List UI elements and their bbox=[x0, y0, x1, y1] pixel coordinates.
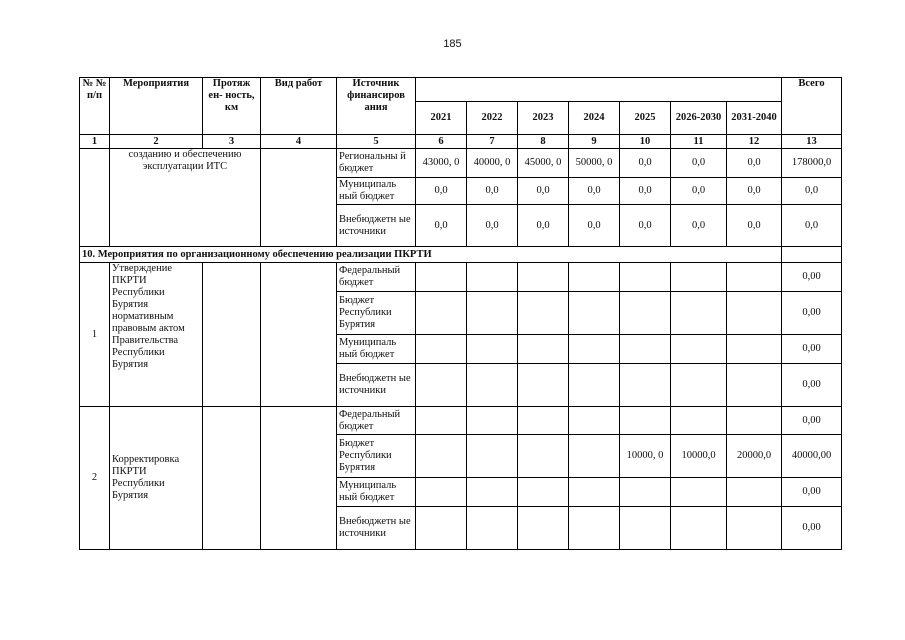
value-cell bbox=[620, 507, 671, 550]
source-cell: Муниципаль ный бюджет bbox=[337, 478, 416, 507]
cont-activity: созданию и обеспечению эксплуатации ИТС bbox=[110, 149, 261, 247]
header-year: 2022 bbox=[467, 102, 518, 135]
value-cell bbox=[467, 507, 518, 550]
col-number: 3 bbox=[203, 135, 261, 149]
value-cell: 0,0 bbox=[518, 205, 569, 247]
value-cell bbox=[518, 507, 569, 550]
value-cell bbox=[416, 507, 467, 550]
total-cell: 0,00 bbox=[782, 478, 842, 507]
row-number: 2 bbox=[80, 407, 110, 550]
value-cell bbox=[416, 478, 467, 507]
col-number: 10 bbox=[620, 135, 671, 149]
header-activity: Мероприятия bbox=[110, 78, 203, 135]
col-number: 4 bbox=[261, 135, 337, 149]
page-number: 185 bbox=[443, 38, 462, 50]
value-cell bbox=[727, 507, 782, 550]
total-cell: 0,00 bbox=[782, 263, 842, 292]
col-number: 13 bbox=[782, 135, 842, 149]
financing-table bbox=[79, 77, 842, 550]
value-cell: 0,0 bbox=[671, 149, 727, 178]
header-num: № № п/п bbox=[80, 78, 110, 135]
header-total: Всего bbox=[782, 78, 842, 102]
header-year: 2023 bbox=[518, 102, 569, 135]
total-cell: 40000,00 bbox=[782, 435, 842, 478]
value-cell: 20000,0 bbox=[727, 435, 782, 478]
col-number: 9 bbox=[569, 135, 620, 149]
value-cell: 0,0 bbox=[727, 178, 782, 205]
source-cell: Муниципаль ный бюджет bbox=[337, 178, 416, 205]
col-number: 5 bbox=[337, 135, 416, 149]
value-cell bbox=[671, 407, 727, 435]
source-cell: Региональны й бюджет bbox=[337, 149, 416, 178]
source-cell: Внебюджетн ые источники bbox=[337, 364, 416, 407]
value-cell bbox=[518, 435, 569, 478]
total-cell: 0,0 bbox=[782, 178, 842, 205]
value-cell: 0,0 bbox=[416, 178, 467, 205]
total-cell: 0,00 bbox=[782, 364, 842, 407]
value-cell: 0,0 bbox=[569, 205, 620, 247]
value-cell bbox=[467, 478, 518, 507]
item-activity: Корректировка ПКРТИ Республики Бурятия bbox=[110, 407, 203, 550]
col-number: 12 bbox=[727, 135, 782, 149]
header-year: 2024 bbox=[569, 102, 620, 135]
value-cell: 0,0 bbox=[620, 149, 671, 178]
col-number: 2 bbox=[110, 135, 203, 149]
item-activity: Утверждение ПКРТИ Республики Бурятия нормативным правовым актом Правительства Республики Бурятия bbox=[110, 263, 203, 407]
value-cell: 0,0 bbox=[727, 205, 782, 247]
value-cell: 45000, 0 bbox=[518, 149, 569, 178]
header-year: 2031-2040 bbox=[727, 102, 782, 135]
value-cell bbox=[727, 407, 782, 435]
value-cell: 50000, 0 bbox=[569, 149, 620, 178]
value-cell bbox=[727, 478, 782, 507]
header-source: Источник финансиров ания bbox=[337, 78, 416, 135]
source-cell: Внебюджетн ые источники bbox=[337, 507, 416, 550]
value-cell bbox=[569, 407, 620, 435]
value-cell: 10000, 0 bbox=[620, 435, 671, 478]
value-cell: 0,0 bbox=[518, 178, 569, 205]
value-cell: 0,0 bbox=[467, 205, 518, 247]
value-cell bbox=[620, 478, 671, 507]
header-year: 2025 bbox=[620, 102, 671, 135]
value-cell bbox=[671, 507, 727, 550]
source-cell: Федеральный бюджет bbox=[337, 407, 416, 435]
total-cell: 0,00 bbox=[782, 335, 842, 364]
col-number: 7 bbox=[467, 135, 518, 149]
value-cell: 0,0 bbox=[671, 205, 727, 247]
value-cell bbox=[569, 507, 620, 550]
value-cell: 0,0 bbox=[727, 149, 782, 178]
value-cell bbox=[620, 407, 671, 435]
total-cell: 0,00 bbox=[782, 407, 842, 435]
value-cell: 0,0 bbox=[569, 178, 620, 205]
value-cell bbox=[671, 478, 727, 507]
value-cell: 40000, 0 bbox=[467, 149, 518, 178]
total-cell: 0,00 bbox=[782, 507, 842, 550]
value-cell: 0,0 bbox=[467, 178, 518, 205]
col-number: 6 bbox=[416, 135, 467, 149]
value-cell bbox=[518, 478, 569, 507]
header-year: 2021 bbox=[416, 102, 467, 135]
value-cell bbox=[518, 407, 569, 435]
col-number: 1 bbox=[80, 135, 110, 149]
header-length: Протяж ен- ность, км bbox=[203, 78, 261, 135]
value-cell: 0,0 bbox=[671, 178, 727, 205]
source-cell: Бюджет Республики Бурятия bbox=[337, 435, 416, 478]
source-cell: Федеральный бюджет bbox=[337, 263, 416, 292]
total-cell: 0,00 bbox=[782, 292, 842, 335]
value-cell bbox=[467, 435, 518, 478]
value-cell: 0,0 bbox=[620, 178, 671, 205]
value-cell: 0,0 bbox=[416, 205, 467, 247]
source-cell: Внебюджетн ые источники bbox=[337, 205, 416, 247]
value-cell bbox=[416, 407, 467, 435]
col-number: 11 bbox=[671, 135, 727, 149]
value-cell bbox=[416, 435, 467, 478]
value-cell: 43000, 0 bbox=[416, 149, 467, 178]
value-cell: 0,0 bbox=[620, 205, 671, 247]
total-cell: 178000,0 bbox=[782, 149, 842, 178]
value-cell bbox=[569, 478, 620, 507]
source-cell: Муниципаль ный бюджет bbox=[337, 335, 416, 364]
col-number: 8 bbox=[518, 135, 569, 149]
row-number: 1 bbox=[80, 263, 110, 407]
source-cell: Бюджет Республики Бурятия bbox=[337, 292, 416, 335]
value-cell: 10000,0 bbox=[671, 435, 727, 478]
value-cell bbox=[569, 435, 620, 478]
value-cell bbox=[467, 407, 518, 435]
header-year: 2026-2030 bbox=[671, 102, 727, 135]
section-title: 10. Мероприятия по организационному обеспечению реализации ПКРТИ bbox=[80, 247, 782, 263]
total-cell: 0,0 bbox=[782, 205, 842, 247]
header-work-type: Вид работ bbox=[261, 78, 337, 135]
